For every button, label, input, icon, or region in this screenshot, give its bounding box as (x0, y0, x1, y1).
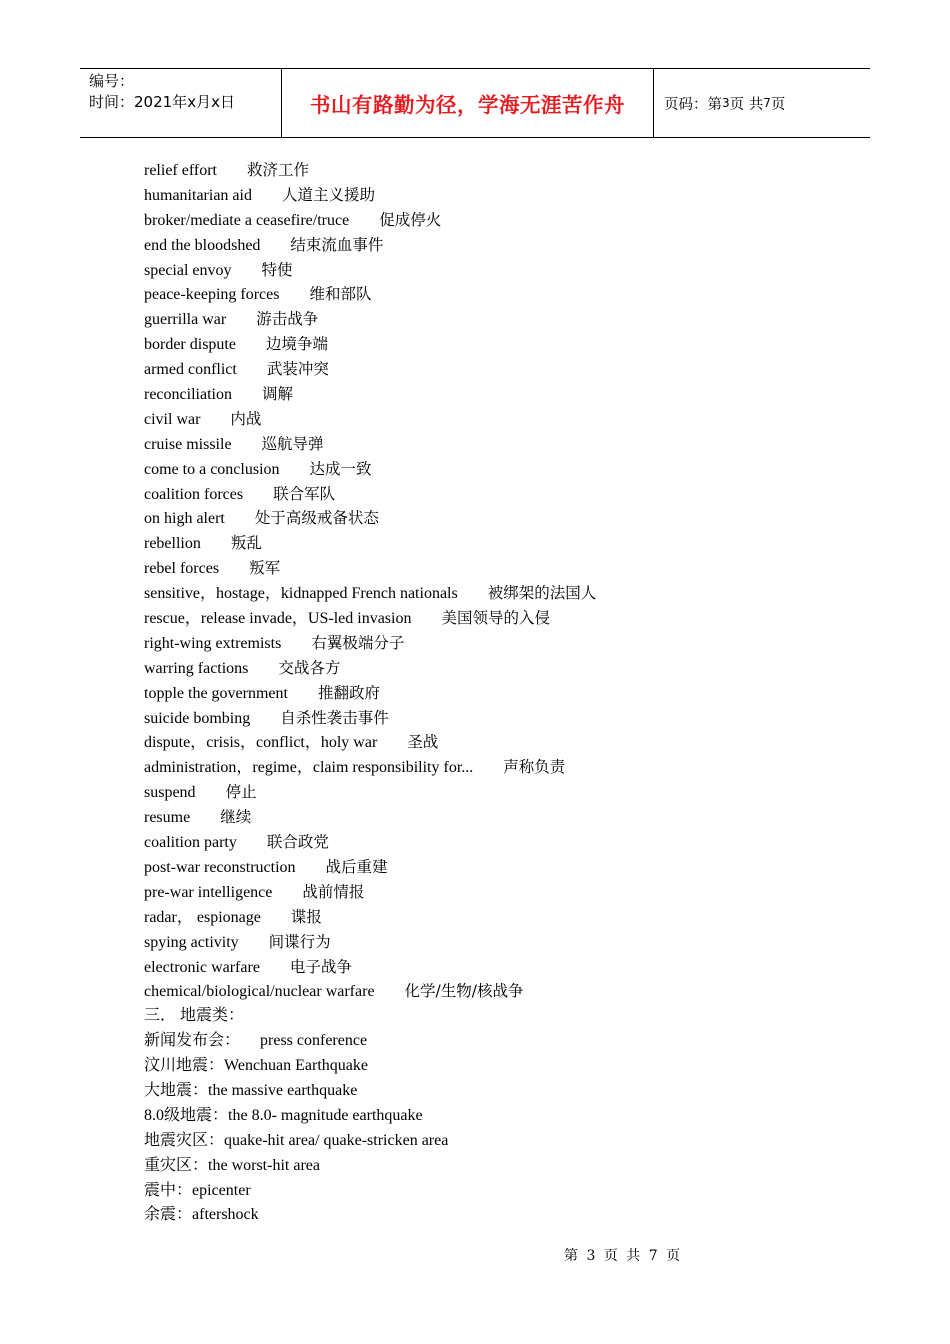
glossary-entry (144, 506, 596, 531)
glossary-entry (144, 955, 596, 980)
term-cn: 叛乱 (230, 534, 262, 553)
glossary-entry (144, 183, 596, 208)
term-cn: 继续 (220, 808, 252, 827)
quake-entry (144, 1129, 596, 1154)
term-cn: 战后重建 (325, 857, 388, 876)
glossary-entry (144, 855, 596, 880)
quake-entry (144, 1104, 596, 1129)
glossary-entry (144, 282, 596, 307)
header-meta (80, 69, 281, 137)
glossary-entry (144, 631, 596, 656)
term-en: administration，regime，claim responsibility for... (144, 759, 474, 777)
term-cn: 谍报 (290, 907, 322, 926)
term-cn: 维和部队 (309, 285, 372, 304)
quake-entry (144, 1054, 596, 1079)
term-en: topple the government (144, 684, 288, 702)
term-cn: 停止 (225, 783, 257, 802)
quake-cn: 重灾区： (144, 1156, 209, 1174)
term-cn: 游击战争 (256, 310, 319, 329)
term-en: suicide bombing (144, 709, 251, 727)
quake-en: the 8.0- magnitude earthquake (228, 1106, 423, 1124)
term-cn: 联合军队 (273, 484, 336, 503)
glossary-entry (144, 905, 596, 930)
term-cn: 化学/生物/核战争 (404, 982, 524, 1001)
term-cn: 结束流血事件 (290, 235, 384, 254)
term-cn: 调解 (261, 385, 293, 404)
term-cn: 促成停火 (379, 210, 442, 229)
page-total: 7 (763, 96, 771, 110)
footer-current: 3 (586, 1248, 596, 1264)
term-en: special envoy (144, 261, 232, 279)
glossary-entry (144, 233, 596, 258)
glossary-list (144, 158, 596, 1228)
term-cn: 特使 (261, 260, 293, 279)
quake-cn: 8.0级地震： (144, 1106, 229, 1124)
glossary-entry (144, 730, 596, 755)
term-en: dispute，crisis，conflict，holy war (144, 734, 378, 752)
page-mid: 页 共 (729, 96, 764, 113)
glossary-entry (144, 158, 596, 183)
glossary-entry (144, 930, 596, 955)
quake-entry (144, 1203, 596, 1228)
term-en: sensitive，hostage，kidnapped French nationals (144, 585, 458, 603)
term-en: rescue，release invade，US-led invasion (144, 610, 412, 628)
glossary-entry (144, 432, 596, 457)
term-en: coalition forces (144, 485, 244, 503)
quake-cn: 地震灾区： (144, 1131, 225, 1149)
section-heading-text: 三． 地震类： (144, 1007, 245, 1025)
time-label: 时间： (89, 93, 135, 111)
term-en: come to a conclusion (144, 460, 280, 478)
term-en: broker/mediate a ceasefire/truce (144, 211, 350, 229)
term-cn: 圣战 (407, 733, 439, 752)
glossary-entry (144, 382, 596, 407)
term-en: relief effort (144, 162, 217, 179)
quake-cn: 余震： (144, 1206, 193, 1224)
glossary-entry (144, 531, 596, 556)
time-line (89, 92, 281, 113)
term-en: right-wing extremists (144, 634, 282, 652)
quake-en: the worst-hit area (208, 1156, 320, 1174)
term-cn: 交战各方 (278, 658, 341, 677)
quake-en: aftershock (192, 1206, 259, 1224)
term-en: chemical/biological/nuclear warfare (144, 983, 375, 1001)
term-cn: 自杀性袭击事件 (280, 708, 389, 727)
glossary-entry (144, 830, 596, 855)
term-en: on high alert (144, 510, 225, 528)
term-en: rebellion (144, 535, 201, 553)
term-en: civil war (144, 410, 201, 428)
page-footer (564, 1245, 680, 1265)
term-en: cruise missile (144, 435, 232, 453)
glossary-entry (144, 755, 596, 780)
term-cn: 武装冲突 (266, 360, 329, 379)
quake-entry (144, 1154, 596, 1179)
glossary-entry (144, 457, 596, 482)
quake-en: quake-hit area/ quake-stricken area (224, 1131, 449, 1149)
glossary-entry (144, 332, 596, 357)
quake-entry (144, 1079, 596, 1104)
quake-cn: 震中： (144, 1181, 193, 1199)
term-cn: 电子战争 (289, 957, 352, 976)
glossary-entry (144, 706, 596, 731)
section-heading (144, 1004, 596, 1029)
page-end: 页 (770, 96, 786, 113)
glossary-entry (144, 208, 596, 233)
term-en: coalition party (144, 834, 237, 852)
glossary-entry (144, 681, 596, 706)
glossary-entry (144, 307, 596, 332)
term-cn: 联合政党 (266, 833, 329, 852)
term-cn: 推翻政府 (317, 683, 380, 702)
term-cn: 巡航导弹 (261, 434, 324, 453)
glossary-entry (144, 979, 596, 1004)
term-cn: 救济工作 (247, 161, 310, 179)
term-en: reconciliation (144, 386, 232, 404)
quake-en: press conference (240, 1032, 368, 1050)
quake-cn: 大地震： (144, 1081, 209, 1099)
term-en: rebel forces (144, 560, 220, 578)
term-cn: 声称负责 (503, 758, 566, 777)
glossary-entry (144, 606, 596, 631)
term-en: pre-war intelligence (144, 883, 273, 901)
footer-mid: 页 共 (603, 1248, 641, 1264)
footer-total: 7 (648, 1248, 658, 1264)
quake-en: Wenchuan Earthquake (224, 1057, 368, 1075)
term-cn: 间谍行为 (268, 932, 331, 951)
motto: 书山有路勤为径，学海无涯苦作舟 (310, 93, 625, 117)
glossary-entry (144, 357, 596, 382)
glossary-entry (144, 407, 596, 432)
glossary-entry (144, 880, 596, 905)
glossary-entry (144, 258, 596, 283)
term-cn: 战前情报 (302, 882, 365, 901)
term-en: guerrilla war (144, 311, 227, 329)
term-cn: 内战 (230, 409, 262, 428)
term-en: peace-keeping forces (144, 286, 280, 304)
quake-en: epicenter (192, 1181, 251, 1199)
header-motto-cell (281, 69, 654, 137)
quake-entry (144, 1179, 596, 1204)
page-current: 3 (722, 96, 730, 110)
glossary-entry (144, 581, 596, 606)
term-cn: 处于高级戒备状态 (254, 509, 379, 528)
term-cn: 叛军 (249, 559, 281, 578)
glossary-entry (144, 556, 596, 581)
term-en: end the bloodshed (144, 236, 261, 254)
term-cn: 达成一致 (309, 459, 372, 478)
quake-cn: 新闻发布会： (144, 1032, 241, 1050)
number-label: 编号： (89, 72, 135, 90)
glossary-entry (144, 780, 596, 805)
term-en: post-war reconstruction (144, 858, 296, 876)
quake-entry (144, 1029, 596, 1054)
term-en: radar， espionage (144, 908, 261, 926)
term-cn: 右翼极端分子 (311, 633, 405, 652)
term-en: warring factions (144, 659, 249, 677)
term-en: border dispute (144, 336, 236, 354)
term-cn: 被绑架的法国人 (487, 584, 597, 603)
glossary-entry (144, 482, 596, 507)
footer-prefix: 第 (564, 1248, 578, 1264)
term-en: humanitarian aid (144, 186, 252, 204)
date-value: 2021年x月x日 (134, 93, 235, 111)
header-page-info (654, 69, 870, 137)
term-cn: 美国领导的入侵 (441, 609, 550, 628)
term-en: electronic warfare (144, 958, 260, 976)
term-cn: 边境争端 (265, 335, 328, 354)
quake-en: the massive earthquake (208, 1081, 358, 1099)
glossary-entry (144, 656, 596, 681)
page-label: 页码：第 (664, 96, 722, 113)
glossary-entry (144, 805, 596, 830)
footer-suffix: 页 (666, 1248, 681, 1264)
page-header (80, 68, 870, 138)
term-cn: 人道主义援助 (281, 185, 375, 204)
term-en: armed conflict (144, 361, 237, 379)
term-en: suspend (144, 784, 196, 802)
quake-cn: 汶川地震： (144, 1057, 225, 1075)
term-en: spying activity (144, 933, 239, 951)
term-en: resume (144, 809, 191, 827)
